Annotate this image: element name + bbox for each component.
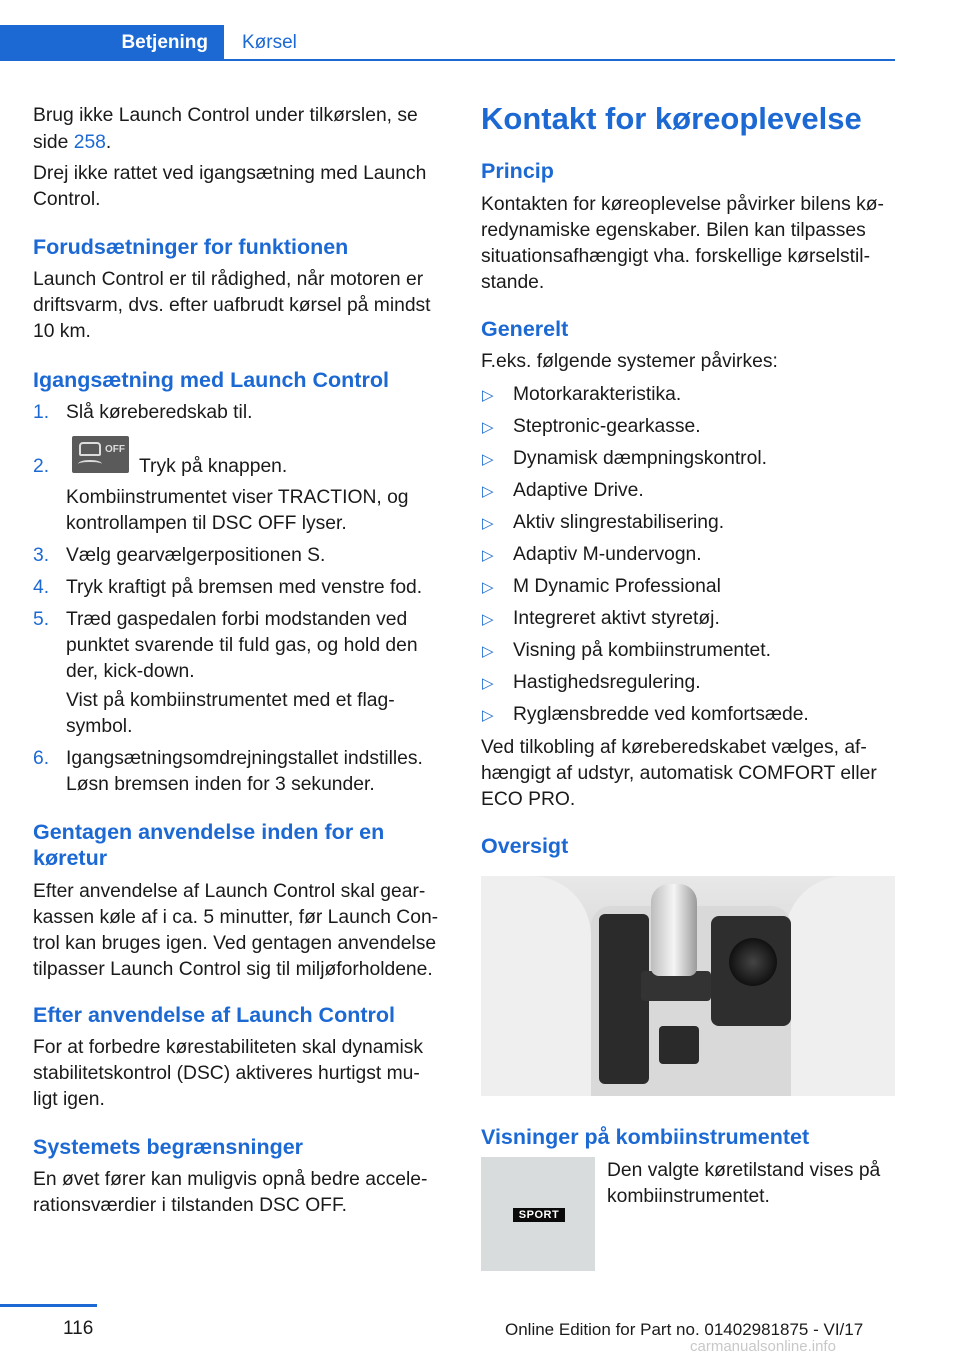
- step-text: Vist på kombiinstrumentet med et flag-: [66, 690, 395, 711]
- watermark: carmanualsonline.info: [690, 1338, 836, 1355]
- gent-line-2: kassen køle af i ca. 5 minutter, før Launch Con-: [33, 907, 439, 928]
- bullet-triangle-icon: ▷: [482, 419, 494, 436]
- page-number: 116: [63, 1318, 94, 1339]
- intro2-line-1: Drej ikke rattet ved igangsætning med Launch: [33, 163, 427, 184]
- princip-line-2: redynamiske egenskaber. Bilen kan tilpasses: [481, 220, 866, 241]
- list-item: Adaptiv M-undervogn.: [513, 544, 702, 565]
- bullet-triangle-icon: ▷: [482, 643, 494, 660]
- step-text: Kombiinstrumentet viser TRACTION, og: [66, 487, 409, 508]
- list-item: Visning på kombiinstrumentet.: [513, 640, 771, 661]
- parking-brake-button: [659, 1026, 699, 1064]
- step-text: kontrollampen til DSC OFF lyser.: [66, 513, 347, 534]
- step-text: symbol.: [66, 716, 133, 737]
- list-item: Dynamisk dæmpningskontrol.: [513, 448, 767, 469]
- list-item: Motorkarakteristika.: [513, 384, 682, 405]
- step-number: 3.: [33, 545, 50, 566]
- forud-line-3: 10 km.: [33, 321, 91, 342]
- step-text: Tryk på knappen.: [139, 456, 288, 477]
- heading-gentagen-1: Gentagen anvendelse inden for en: [33, 820, 385, 844]
- car-icon: [79, 442, 101, 456]
- left-seat: [481, 876, 591, 1096]
- heading-princip: Princip: [481, 159, 554, 183]
- edition-text: Online Edition for Part no. 01402981875 - VI/17: [505, 1320, 864, 1339]
- bullet-triangle-icon: ▷: [482, 707, 494, 724]
- forud-line-1: Launch Control er til rådighed, når motoren er: [33, 269, 424, 290]
- list-item: Steptronic-gearkasse.: [513, 416, 701, 437]
- bullet-triangle-icon: ▷: [482, 451, 494, 468]
- list-item: Integreret aktivt styretøj.: [513, 608, 720, 629]
- bullet-triangle-icon: ▷: [482, 515, 494, 532]
- skid-icon: [78, 460, 102, 468]
- list-item: Ryglænsbredde ved komfortsæde.: [513, 704, 809, 725]
- step-text: punktet svarende til fuld gas, og hold den: [66, 635, 418, 656]
- gent-line-1: Efter anvendelse af Launch Control skal gear-: [33, 881, 426, 902]
- step-text: Tryk kraftigt på bremsen med venstre fod.: [66, 577, 423, 598]
- gear-lever: [651, 884, 697, 976]
- after-line-2: hængigt af udstyr, automatisk COMFORT eller: [481, 763, 877, 784]
- step-number: 5.: [33, 609, 50, 630]
- list-item: Adaptive Drive.: [513, 480, 644, 501]
- intro-text: side: [33, 132, 74, 153]
- sport-mode-label: SPORT: [513, 1208, 565, 1222]
- sport-display-image: [481, 1157, 595, 1271]
- princip-line-1: Kontakten for køreoplevelse påvirker bilens kø-: [481, 194, 884, 215]
- graenser-line-2: rationsværdier i tilstanden DSC OFF.: [33, 1195, 347, 1216]
- intro2-line-2: Control.: [33, 189, 101, 210]
- controller-knob: [729, 938, 777, 986]
- bullet-triangle-icon: ▷: [482, 579, 494, 596]
- bullet-triangle-icon: ▷: [482, 483, 494, 500]
- heading-igangsaetning: Igangsætning med Launch Control: [33, 368, 389, 392]
- center-console-image: [481, 876, 895, 1096]
- intro-line-1: Brug ikke Launch Control under tilkørslen, se: [33, 105, 418, 126]
- list-item: Hastighedsregulering.: [513, 672, 701, 693]
- page-number-rule: [0, 1304, 97, 1307]
- vis-line-2: kombiinstrumentet.: [607, 1186, 770, 1207]
- efter-line-2: stabilitetskontrol (DSC) aktiveres hurtigst mu-: [33, 1063, 420, 1084]
- heading-gentagen-2: køretur: [33, 846, 108, 870]
- efter-line-3: ligt igen.: [33, 1089, 105, 1110]
- off-label: OFF: [105, 444, 125, 455]
- heading-oversigt: Oversigt: [481, 834, 569, 858]
- step-text: Slå køreberedskab til.: [66, 402, 253, 423]
- step-number: 4.: [33, 577, 50, 598]
- graenser-line-1: En øvet fører kan muligvis opnå bedre accele-: [33, 1169, 428, 1190]
- after-line-1: Ved tilkobling af køreberedskabet vælges, af-: [481, 737, 867, 758]
- intro-period: .: [105, 132, 112, 153]
- header-tabs: [0, 25, 895, 61]
- step-text: der, kick-down.: [66, 661, 195, 682]
- generelt-intro: F.eks. følgende systemer påvirkes:: [481, 351, 778, 372]
- list-item: M Dynamic Professional: [513, 576, 721, 597]
- step-text: Løsn bremsen inden for 3 sekunder.: [66, 774, 375, 795]
- gent-line-3: trol kan bruges igen. Ved gentagen anvendelse: [33, 933, 437, 954]
- heading-forudsaetninger: Forudsætninger for funktionen: [33, 235, 349, 259]
- princip-line-4: stande.: [481, 272, 545, 293]
- step-text: Træd gaspedalen forbi modstanden ved: [66, 609, 408, 630]
- forud-line-2: driftsvarm, dvs. efter uafbrudt kørsel på mindst: [33, 295, 431, 316]
- step-number: 6.: [33, 748, 50, 769]
- header-divider: [0, 59, 895, 61]
- bullet-triangle-icon: ▷: [482, 387, 494, 404]
- heading-visninger: Visninger på kombiinstrumentet: [481, 1125, 810, 1149]
- heading-graenser: Systemets begrænsninger: [33, 1135, 304, 1159]
- after-line-3: ECO PRO.: [481, 789, 576, 810]
- bullet-triangle-icon: ▷: [482, 611, 494, 628]
- bullet-triangle-icon: ▷: [482, 547, 494, 564]
- page-link-258[interactable]: 258: [73, 132, 106, 153]
- page-title: Kontakt for køreoplevelse: [481, 101, 862, 136]
- princip-line-3: situationsafhængigt vha. forskellige kørselstil-: [481, 246, 871, 267]
- dsc-off-button-icon: [72, 436, 129, 473]
- step-text: Igangsætningsomdrejningstallet indstilles.: [66, 748, 423, 769]
- heading-generelt: Generelt: [481, 317, 569, 341]
- vis-line-1: Den valgte køretilstand vises på: [607, 1160, 881, 1181]
- list-item: Aktiv slingrestabilisering.: [513, 512, 725, 533]
- intro-line-2: [33, 130, 111, 157]
- efter-line-1: For at forbedre kørestabiliteten skal dynamisk: [33, 1037, 424, 1058]
- step-number: 1.: [33, 402, 50, 423]
- step-text: Vælg gearvælgerpositionen S.: [66, 545, 326, 566]
- right-seat: [785, 876, 895, 1096]
- heading-efter: Efter anvendelse af Launch Control: [33, 1003, 395, 1027]
- step-number: 2.: [33, 456, 50, 477]
- tab-betjening[interactable]: Betjening: [0, 25, 224, 61]
- tab-korsel[interactable]: Kørsel: [242, 32, 297, 53]
- bullet-triangle-icon: ▷: [482, 675, 494, 692]
- gent-line-4: tilpasser Launch Control sig til miljøforholdene.: [33, 959, 433, 980]
